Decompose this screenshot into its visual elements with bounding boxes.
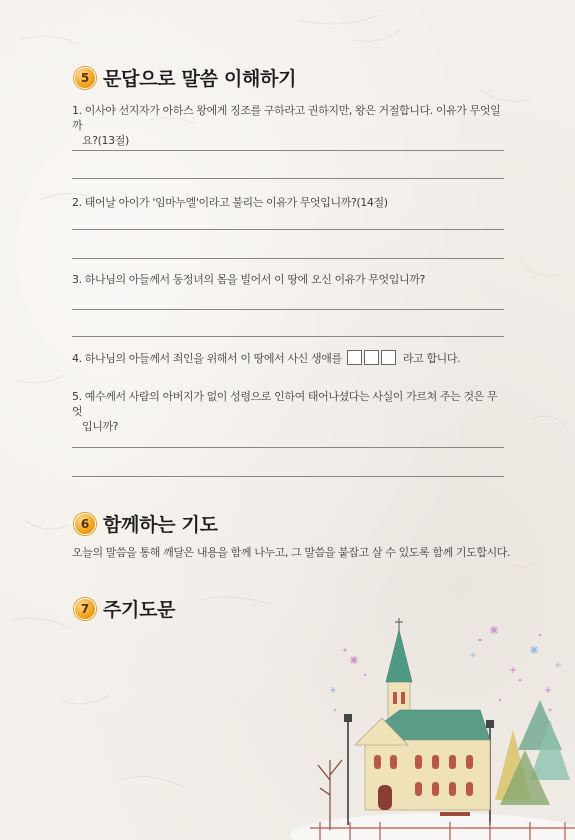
answer-line: [72, 150, 504, 151]
answer-line: [72, 447, 504, 448]
section-5-number-badge: 5: [74, 67, 96, 89]
snow-ground: [290, 813, 575, 840]
snow-dots: [334, 634, 552, 712]
answer-line: [72, 229, 504, 230]
lamp: [344, 714, 352, 722]
blank-box[interactable]: [364, 350, 379, 365]
section-6-number-badge: 6: [74, 513, 96, 535]
section-5-title: 문답으로 말씀 이해하기: [103, 68, 297, 90]
question-2: [72, 195, 507, 210]
answer-line: [72, 476, 504, 477]
prayer-instruction: 오늘의 말씀을 통해 깨달은 내용을 함께 나누고, 그 말씀을 붙잡고 살 수 있도록 함께 기도합시다.: [72, 546, 511, 559]
question-5: [72, 389, 507, 434]
blank-box[interactable]: [347, 350, 362, 365]
question-3-text: 3. 하나님의 아들께서 동정녀의 몸을 빌어서 이 땅에 오신 이유가 무엇입니까?: [72, 273, 425, 286]
question-1-line2: 요?(13절): [82, 134, 129, 147]
blank-box[interactable]: [381, 350, 396, 365]
section-7-number-badge: 7: [74, 598, 96, 620]
answer-line: [72, 309, 504, 310]
section-7-heading: [74, 595, 175, 622]
section-7-title: 주기도문: [103, 599, 176, 621]
question-1-line1: 1. 이사야 선지자가 아하스 왕에게 징조를 구하라고 권하지만, 왕은 거절합니다. 이유가 무엇일까: [72, 104, 501, 132]
question-1: [72, 103, 507, 148]
church-winter-illustration: [290, 610, 575, 840]
section-6-title: 함께하는 기도: [103, 514, 218, 536]
answer-line: [72, 336, 504, 337]
answer-line: [72, 258, 504, 259]
question-4: [72, 350, 507, 366]
question-4-text-before: 4. 하나님의 아들께서 죄인을 위해서 이 땅에서 사신 생애를: [72, 352, 342, 365]
church-door: [378, 785, 392, 810]
section-6-heading: [74, 510, 218, 537]
question-3: [72, 272, 507, 287]
bench: [440, 812, 470, 816]
answer-line: [72, 178, 504, 179]
fill-in-blank-boxes[interactable]: [347, 350, 398, 365]
question-5-line2: 입니까?: [82, 420, 119, 433]
lamp: [486, 720, 494, 728]
question-5-line1: 5. 예수께서 사람의 아버지가 없이 성령으로 인하여 태어나셨다는 사실이 가르쳐 주는 것은 무엇: [72, 390, 498, 418]
section-5-heading: [74, 64, 296, 91]
question-4-text-after: 라고 합니다.: [402, 352, 461, 365]
church-spire: [386, 630, 412, 682]
snowflakes: [330, 626, 561, 693]
question-2-text: 2. 태어날 아이가 '임마누엘'이라고 불리는 이유가 무엇입니까?(14절): [72, 196, 388, 209]
